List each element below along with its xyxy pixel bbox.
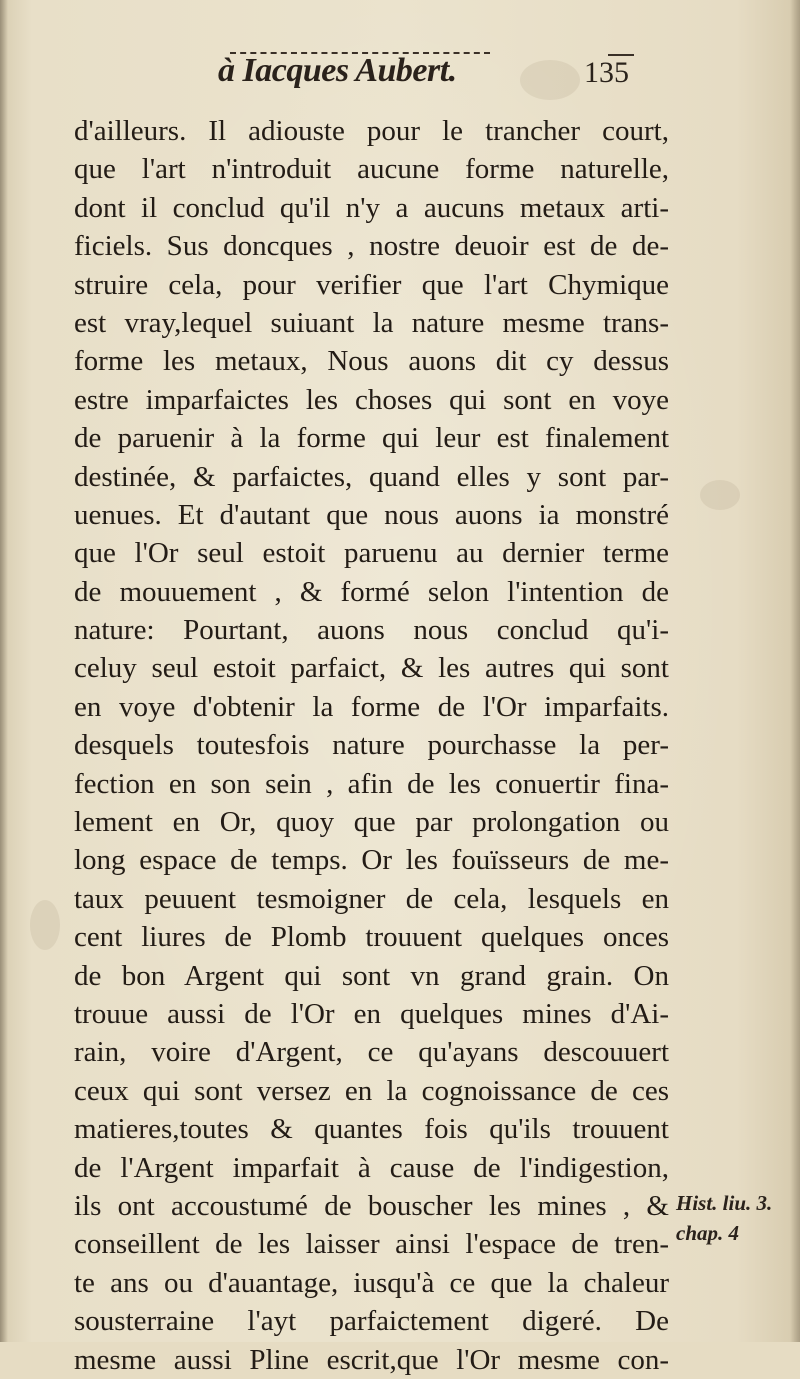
text-line: ficiels. Sus doncques , nostre deuoir est de de- [74, 230, 669, 263]
page-number: 135 [584, 56, 629, 89]
text-line: conseillent de les laisser ainsi l'espace de tren- [74, 1228, 669, 1261]
text-line: ceux qui sont versez en la cognoissance de ces [74, 1074, 669, 1107]
text-line: sousterraine l'ayt parfaictement digeré. De [74, 1305, 669, 1338]
running-head-title: à Iacques Aubert. [218, 52, 457, 89]
text-line: est vray,lequel suiuant la nature mesme trans- [74, 306, 669, 339]
text-line: de mouuement , & formé selon l'intention de [74, 575, 669, 608]
text-line: estre imparfaictes les choses qui sont en voye [74, 383, 669, 416]
text-line: uenues. Et d'autant que nous auons ia monstré [74, 498, 669, 531]
text-line: en voye d'obtenir la forme de l'Or imparfaits. [74, 690, 669, 723]
paper-stain [700, 480, 740, 510]
text-line: de bon Argent qui sont vn grand grain. On [74, 959, 669, 992]
body-text [74, 112, 674, 1379]
text-line: rain, voire d'Argent, ce qu'ayans descouuert [74, 1036, 669, 1069]
text-line: desquels toutesfois nature pourchasse la per- [74, 729, 669, 762]
text-line: long espace de temps. Or les fouïsseurs de me- [74, 844, 669, 877]
text-line: fection en son sein , afin de les conuertir fina- [74, 767, 669, 800]
text-line: celuy seul estoit parfaict, & les autres qui sont [74, 652, 669, 685]
text-line: dont il conclud qu'il n'y a aucuns metaux arti- [74, 191, 669, 224]
text-line: lement en Or, quoy que par prolongation ou [74, 806, 669, 839]
marginal-note-chapter: chap. 4 [676, 1221, 739, 1245]
text-line: trouue aussi de l'Or en quelques mines d'Ai- [74, 997, 669, 1030]
text-line: de paruenir à la forme qui leur est finalement [74, 422, 669, 455]
paper-stain [30, 900, 60, 950]
text-line: que l'art n'introduit aucune forme naturelle, [74, 153, 669, 186]
text-line: matieres,toutes & quantes fois qu'ils trouuent [74, 1113, 669, 1146]
text-line: de l'Argent imparfait à cause de l'indigestion, [74, 1151, 669, 1184]
text-line: struire cela, pour verifier que l'art Chymique [74, 268, 669, 301]
text-line: te ans ou d'auantage, iusqu'à ce que la chaleur [74, 1266, 669, 1299]
text-line: taux peuuent tesmoigner de cela, lesquels en [74, 882, 669, 915]
text-line: mesme aussi Pline escrit,que l'Or mesme con- [74, 1343, 669, 1376]
text-line: cent liures de Plomb trouuent quelques onces [74, 921, 669, 954]
marginal-note [676, 1188, 796, 1248]
text-line: que l'Or seul estoit paruenu au dernier terme [74, 537, 669, 570]
text-line: nature: Pourtant, auons nous conclud qu'i- [74, 614, 669, 647]
text-line: ils ont accoustumé de bouscher les mines , & [74, 1189, 669, 1222]
text-line: destinée, & parfaictes, quand elles y sont par- [74, 460, 669, 493]
marginal-note-reference: Hist. liu. 3. [676, 1191, 773, 1215]
text-line: d'ailleurs. Il adiouste pour le trancher court, [74, 115, 669, 147]
text-line: forme les metaux, Nous auons dit cy dessus [74, 345, 669, 378]
running-head [0, 40, 800, 100]
